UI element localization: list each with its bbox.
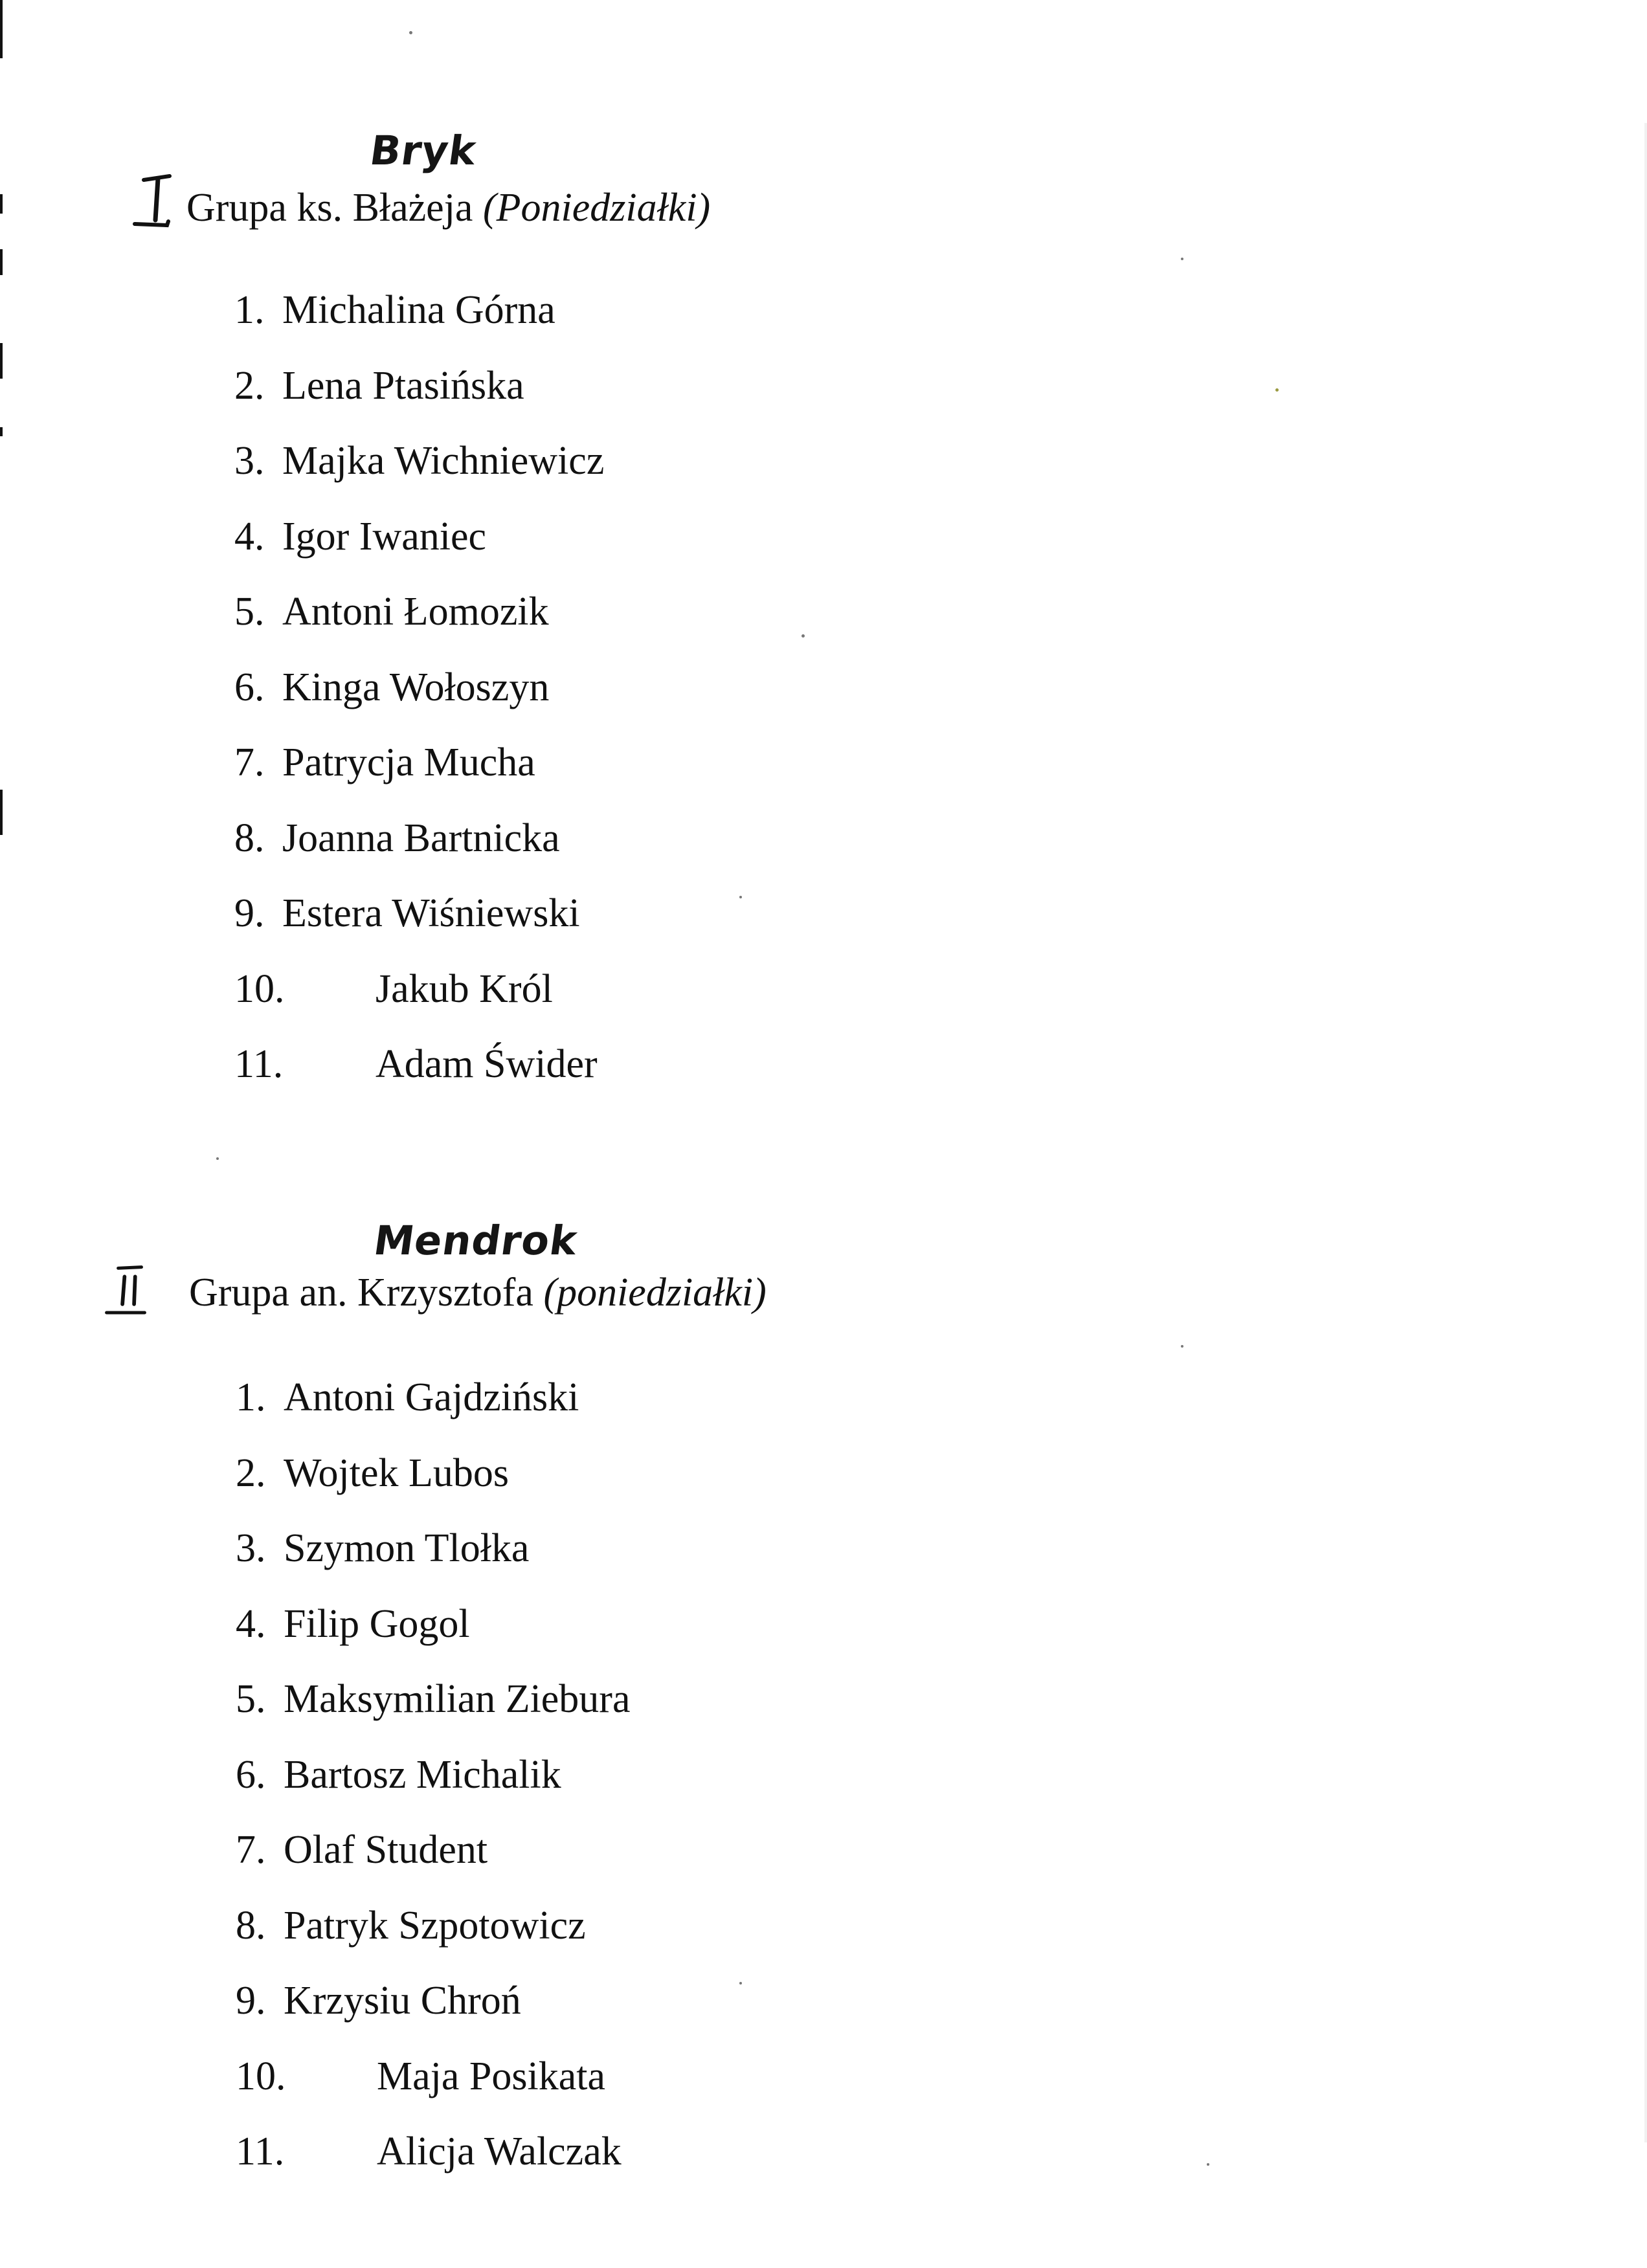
scan-speck [1275, 388, 1279, 392]
list-item: 1. Michalina Górna [234, 288, 555, 332]
member-name: Estera Wiśniewski [282, 891, 580, 935]
member-name: Bartosz Michalik [284, 1752, 561, 1797]
handwritten-name: Mendrok [370, 1217, 581, 1264]
list-item: 5. Maksymilian Ziebura [236, 1677, 631, 1721]
list-item: 3. Szymon Tlołka [236, 1526, 530, 1570]
scan-speck [1207, 2163, 1209, 2166]
list-item: 9. Estera Wiśniewski [234, 891, 580, 935]
member-name: Patryk Szpotowicz [284, 1903, 586, 1948]
member-name: Krzysiu Chroń [284, 1979, 521, 2023]
list-item: 11. Alicja Walczak [236, 2129, 622, 2174]
list-item: 6. Bartosz Michalik [236, 1752, 561, 1797]
scan-edge-mark [0, 194, 3, 214]
member-name: Kinga Wołoszyn [282, 665, 550, 709]
member-name: Joanna Bartnicka [282, 816, 560, 860]
member-list [236, 1375, 630, 2205]
list-item: 10. Maja Posikata [236, 2054, 605, 2098]
handwritten-name: Bryk [366, 127, 480, 174]
scan-speck [1181, 258, 1183, 260]
member-name: Alicja Walczak [377, 2129, 622, 2174]
list-item: 7. Patrycja Mucha [234, 740, 535, 784]
list-item: 4. Filip Gogol [236, 1601, 470, 1646]
roman-numeral-one-mark [129, 170, 188, 254]
group-day: (Poniedziałki) [482, 186, 711, 230]
member-name: Olaf Student [284, 1828, 488, 1872]
list-item: 6. Kinga Wołoszyn [234, 665, 550, 709]
group-day: (poniedziałki) [543, 1271, 767, 1315]
scan-edge-mark [0, 249, 3, 275]
member-list [234, 287, 604, 1117]
list-item: 2. Wojtek Lubos [236, 1451, 510, 1495]
roman-numeral-two-mark [102, 1253, 161, 1337]
member-name: Maja Posikata [377, 2054, 605, 2098]
member-name: Szymon Tlołka [284, 1526, 530, 1570]
list-item: 2. Lena Ptasińska [234, 363, 524, 408]
list-item: 8. Joanna Bartnicka [234, 816, 560, 860]
list-item: 7. Olaf Student [236, 1828, 488, 1872]
scan-edge-mark [0, 0, 3, 58]
member-name: Majka Wichniewicz [282, 439, 605, 483]
member-name: Patrycja Mucha [282, 740, 535, 784]
list-item: 10. Jakub Król [234, 966, 553, 1011]
member-name: Antoni Gajdziński [284, 1375, 579, 1419]
member-name: Michalina Górna [282, 288, 555, 332]
member-name: Adam Świder [375, 1042, 598, 1086]
list-item: 1. Antoni Gajdziński [236, 1375, 579, 1419]
group-name: Grupa an. Krzysztofa [189, 1271, 533, 1315]
member-name: Filip Gogol [284, 1601, 470, 1646]
list-item: 11. Adam Świder [234, 1042, 598, 1086]
scan-edge-mark [0, 343, 3, 379]
scan-edge-mark [0, 790, 3, 835]
scan-edge-shadow [1644, 123, 1647, 2142]
scan-edge-mark [0, 427, 3, 436]
scan-speck [409, 31, 412, 34]
group-name: Grupa ks. Błażeja [186, 186, 473, 230]
member-name: Maksymilian Ziebura [284, 1677, 631, 1721]
scan-speck [801, 634, 805, 638]
scan-speck [1181, 1345, 1183, 1348]
scan-speck [739, 896, 742, 898]
group-title [186, 185, 710, 230]
list-item: 4. Igor Iwaniec [234, 514, 486, 559]
list-item: 3. Majka Wichniewicz [234, 439, 605, 483]
member-name: Igor Iwaniec [282, 514, 486, 559]
member-name: Antoni Łomozik [282, 590, 549, 634]
scan-speck [739, 1982, 742, 1984]
member-name: Jakub Król [375, 966, 553, 1011]
list-item: 9. Krzysiu Chroń [236, 1979, 521, 2023]
list-item: 5. Antoni Łomozik [234, 590, 549, 634]
group-title [189, 1270, 767, 1315]
scan-speck [216, 1157, 219, 1160]
member-name: Lena Ptasińska [282, 363, 524, 408]
member-name: Wojtek Lubos [284, 1451, 510, 1495]
list-item: 8. Patryk Szpotowicz [236, 1903, 586, 1948]
